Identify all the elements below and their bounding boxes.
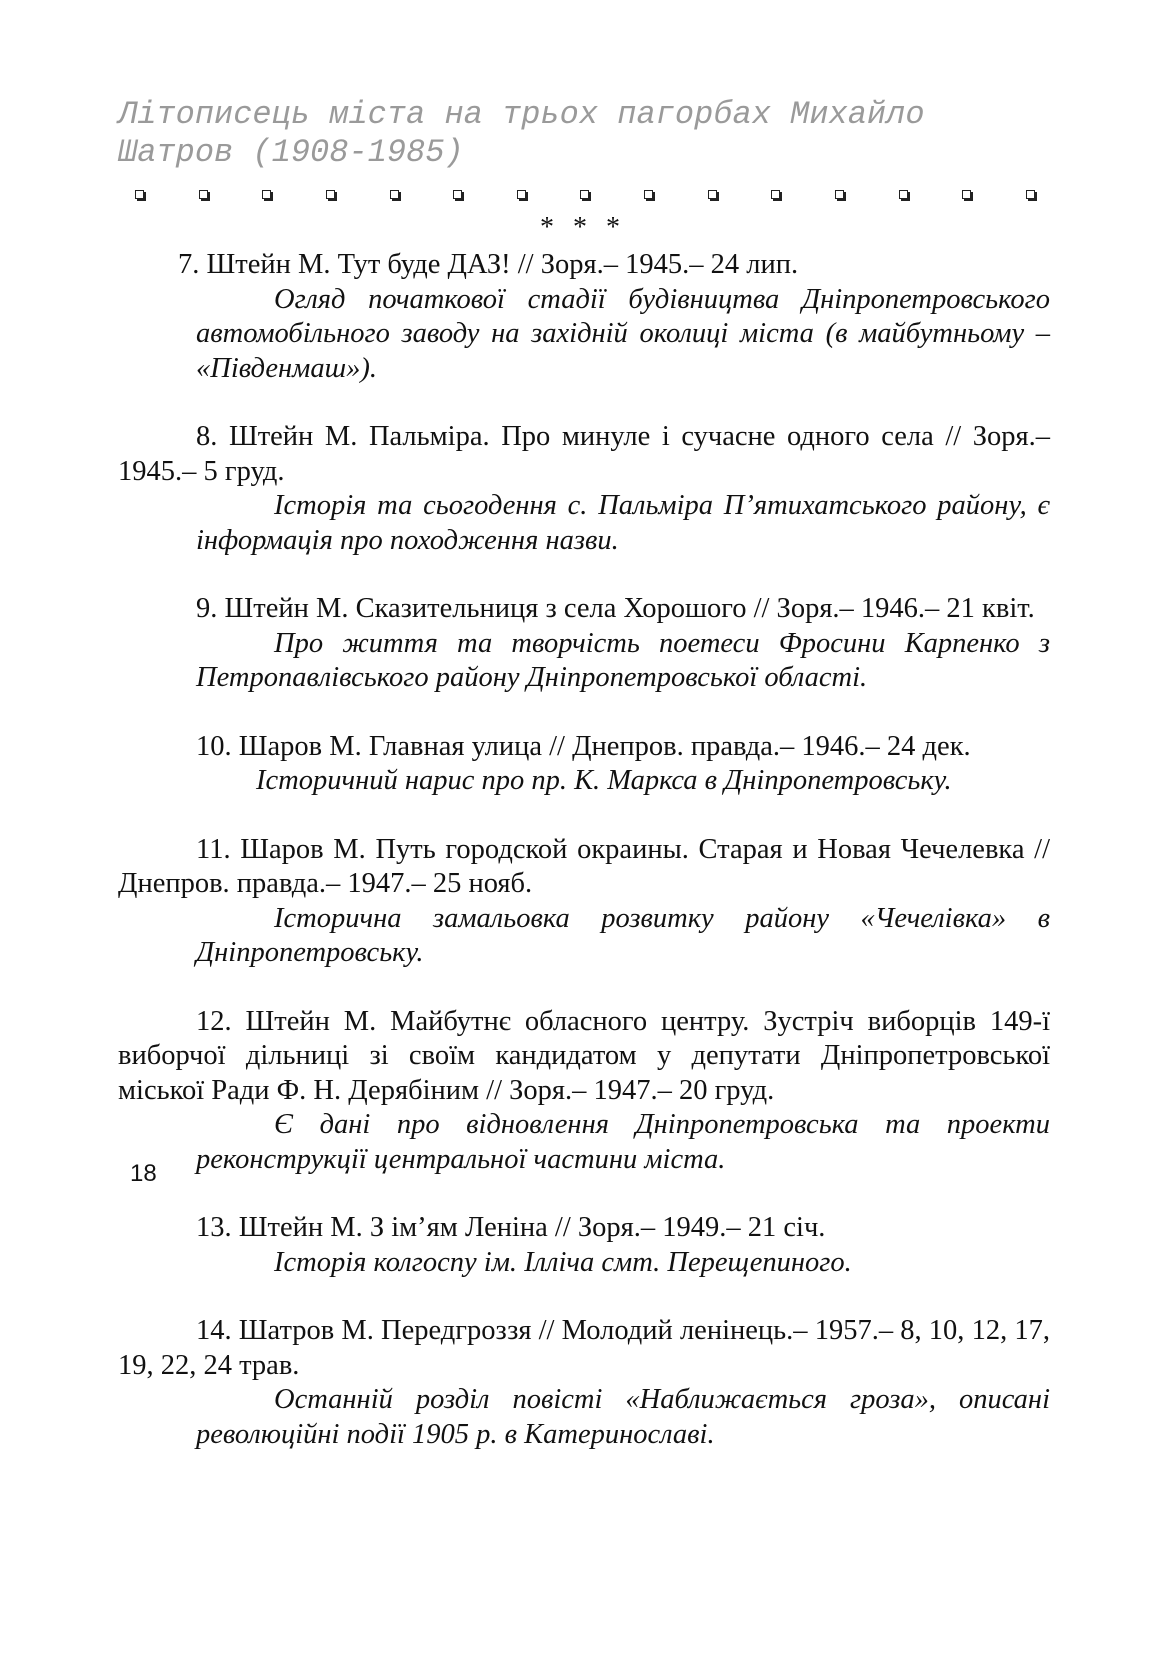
bibliography-entry	[118, 420, 1050, 558]
bibliography-entry	[118, 1005, 1050, 1178]
bibliography-entry	[118, 1314, 1050, 1452]
square-bullet-icon	[517, 190, 526, 199]
entry-annotation: Є дані про відновлення Дніпропетровська та проекти реконструкції центральної частини міста.	[196, 1109, 1050, 1175]
entry-citation: 9. Штейн М. Сказительниця з села Хорошого // Зоря.– 1946.– 21 квіт.	[196, 593, 1035, 624]
square-bullet-icon	[199, 190, 208, 199]
entry-citation: 12. Штейн М. Майбутнє обласного центру. Зустріч виборців 149-ї виборчої дільниці зі своїм кандидатом у депутати Дніпропетровської міської Ради Ф. Н. Дерябіним // Зоря.– 1947.– 20 груд.	[118, 1005, 1050, 1106]
entry-annotation: Останній розділ повісті «Наближається гроза», описані революційні події 1905 р. в Катеринославі.	[196, 1384, 1050, 1450]
entry-annotation: Огляд початкової стадії будівництва Дніпропетровського автомобільного заводу на західній околиці міста (в майбутньому – «Південмаш»).	[196, 283, 1050, 384]
entry-annotation: Історія колгоспу ім. Ілліча смт. Перещепиного.	[274, 1246, 852, 1278]
square-bullet-icon	[835, 190, 844, 199]
entry-annotation: Історія та сьогодення с. Пальміра П’ятихатського району, є інформація про походження назви.	[196, 490, 1050, 556]
square-bullet-icon	[326, 190, 335, 199]
bibliography-entry	[118, 248, 1050, 386]
square-bullet-icon	[453, 190, 462, 199]
entry-annotation: Історичний нарис про пр. К. Маркса в Дніпропетровську.	[256, 765, 952, 796]
square-bullet-icon	[1026, 190, 1035, 199]
bibliography-entry	[118, 1211, 1050, 1280]
square-bullet-icon	[962, 190, 971, 199]
square-bullet-icon	[708, 190, 717, 199]
section-stars: * * *	[540, 212, 626, 243]
bibliography-list	[118, 248, 1050, 1452]
page-number: 18	[130, 1160, 157, 1187]
bibliography-entry	[118, 592, 1050, 696]
entry-citation: 7. Штейн М. Тут буде ДАЗ! // Зоря.– 1945.– 24 лип.	[178, 249, 799, 280]
entry-annotation: Про життя та творчість поетеси Фросини Карпенко з Петропавлівського району Дніпропетровської області.	[196, 627, 1050, 693]
square-bullet-icon	[899, 190, 908, 199]
entry-citation: 13. Штейн М. З ім’ям Леніна // Зоря.– 1949.– 21 січ.	[196, 1212, 826, 1243]
entry-citation: 14. Шатров М. Передгроззя // Молодий ленінець.– 1957.– 8, 10, 12, 17, 19, 22, 24 трав.	[118, 1315, 1050, 1381]
square-bullet-icon	[644, 190, 653, 199]
square-bullet-icon	[580, 190, 589, 199]
entry-annotation: Історична замальовка розвитку району «Чечелівка» в Дніпропетровську.	[196, 902, 1050, 968]
entry-citation: 10. Шаров М. Главная улица // Днепров. правда.– 1946.– 24 дек.	[196, 730, 971, 762]
bibliography-entry	[118, 730, 1050, 799]
square-bullet-icon	[771, 190, 780, 199]
square-bullet-icon	[262, 190, 271, 199]
running-header: Літописець міста на трьох пагорбах Михайло Шатров (1908-1985)	[118, 96, 925, 171]
entry-citation: 11. Шаров М. Путь городской окраины. Старая и Новая Чечелевка // Днепров. правда.– 1947.– 25 нояб.	[118, 833, 1050, 899]
bullet-separator	[135, 190, 1035, 199]
entry-citation: 8. Штейн М. Пальміра. Про минуле і сучасне одного села // Зоря.– 1945.– 5 груд.	[118, 421, 1050, 487]
square-bullet-icon	[135, 190, 144, 199]
square-bullet-icon	[390, 190, 399, 199]
bibliography-entry	[118, 833, 1050, 971]
